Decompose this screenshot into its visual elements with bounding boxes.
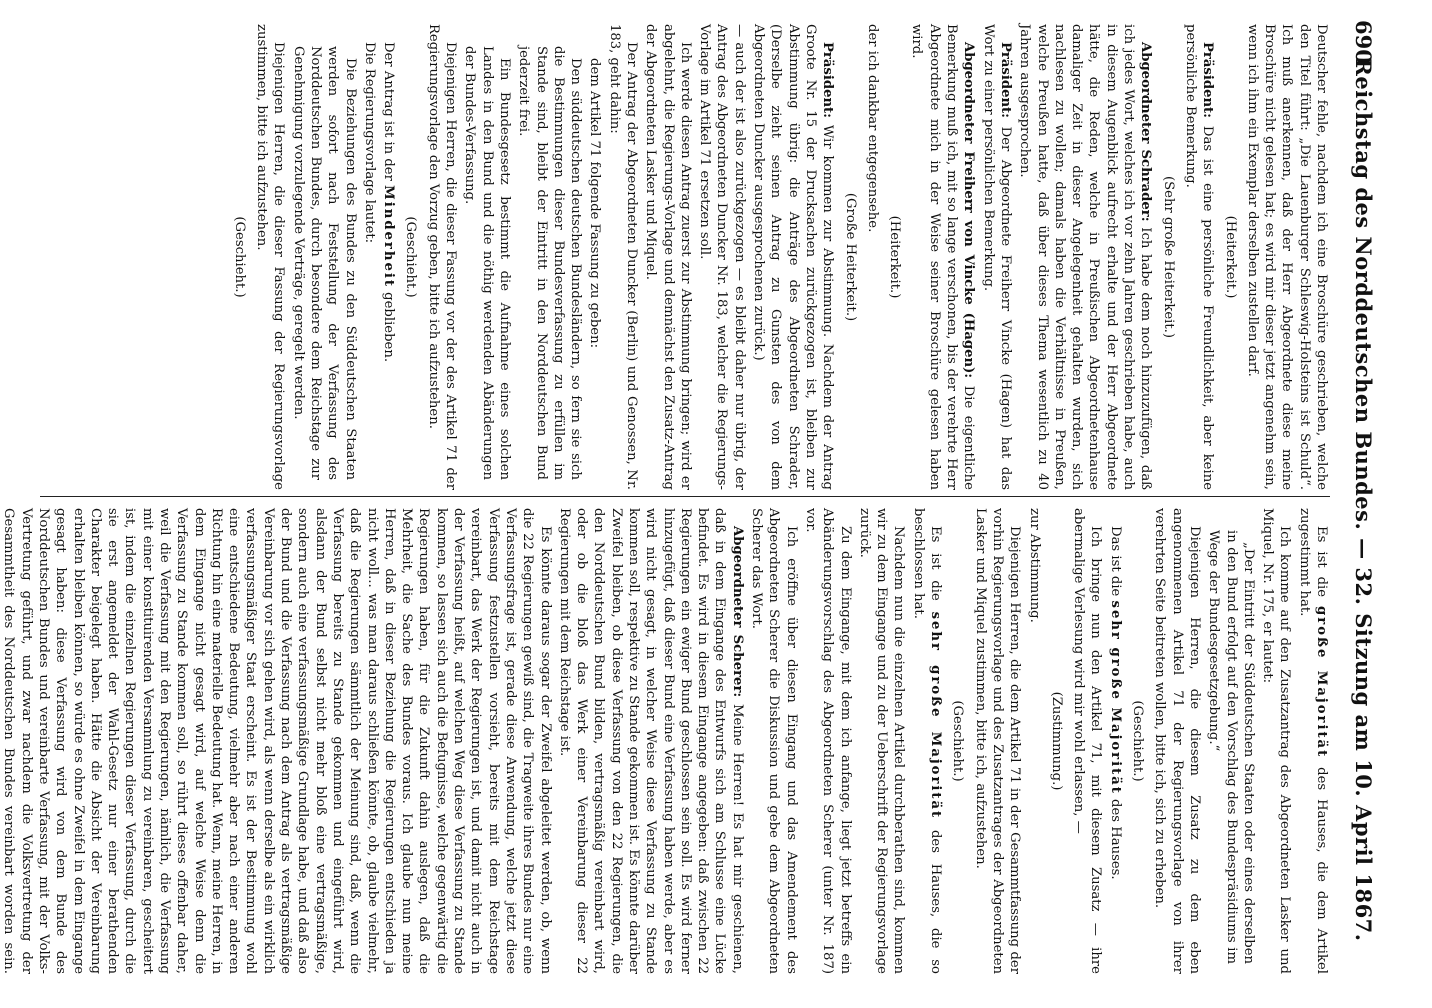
paragraph: Der Antrag der Abgeordneten Duncker (Berlin) und Genossen, Nr. 183, geht dahin: [606, 24, 640, 490]
speaker-name: Präsident: [997, 42, 1013, 119]
emphasis: große Majorität [1314, 606, 1329, 759]
paragraph [556, 508, 746, 974]
speech-text: Ich habe dem noch hinzuzufügen, daß ich jedes Wort, welches ich vor zehn Jahren geschrieben habe, auch in diesem Augenblick aufrecht erhalte und der Herr Abgeordnete hätte, die Reden, welche in Preußischen Abgeordnetenhause damaliger Zeit in dieser Angelegenheit gehalten wurden, sich nachlesen zu wollen; damals haben die Verhältnisse in Preußen, welche Preußen hatte, daß über dieses Thema wesentlich zu 40 Jahren ausgesprochen. [1017, 24, 1154, 490]
right-column [1, 508, 1330, 974]
paragraph: Diejenigen Herren, die dieser Fassung der Regierungsvorlage zustimmen, bitte ich aufzustehen. [254, 24, 287, 490]
quoted-text: „Der Eintritt der Süddeutschen Staaten oder eines derselben in den Bund erfolgt auf den Vorschlag des Bundespräsidiums im Wege der Bundesgesetzgebung.“ [1206, 530, 1256, 964]
remark: (Geschieht.) [231, 216, 247, 298]
paragraph [1295, 508, 1330, 974]
remark: (Zustimmung.) [1048, 691, 1064, 791]
speech-text: Wir kommen zur Abstimmung. Nachdem der Antrag Groote Nr. 15 der Drucksachen zurückgezogen ist, bleiben zur Abstimmung übrig: die Anträge des Abgeordneten Schrader, (Derselbe zieht seinen Antrag zu Gunsten des von dem Abgeordneten Duncker ausgesprochenen zurück.) [751, 24, 836, 490]
speaker-name: Präsident: [820, 42, 836, 119]
page-header [1342, 20, 1382, 980]
paragraph [380, 24, 397, 490]
text-run: Der Antrag ist in der [381, 42, 397, 186]
remark: (Geschieht.) [403, 216, 419, 298]
quoted-text: Die Beziehungen des Bundes zu den Süddeutschen Staaten werden sofort nach Feststellung der Verfassung des Norddeutschen Bundes, durch besondere dem Reichstage zur Genehmigung vorzulegende Verträge, geregelt werden. [290, 46, 358, 480]
remark: (Heiterkeit.) [887, 215, 903, 299]
speech-text: Der Abgeordnete Freiherr Vincke (Hagen) hat das Wort zu einer persönlichen Bemerkung. [980, 24, 1013, 490]
paragraph: zur Abstimmung. [1026, 508, 1042, 623]
paragraph: Diejenigen Herren, die diesem Zusatz zu dem eben angenommenen Artikel 71 der Regierungsvorlage von ihrer verehrten Seite beitreten wollen, bitte ich, sich zu erheben. [1152, 508, 1202, 974]
paragraph: Diejenigen Herren, die dem Artikel 71 in der Gesammtfassung der vorhin Regierungsvorlage und des Zusatzantrages der Abgeordneten Lasker und Miquel zustimmen, bitte ich, aufzustehen. [972, 508, 1023, 974]
page-number: 690 [1351, 20, 1376, 64]
quoted-text: dem Artikel 71 folgende Fassung zu geben: [587, 58, 603, 349]
paragraph [750, 24, 836, 490]
paragraph: der ich dankbar entgegensehe. [864, 24, 880, 233]
text-run: Es ist die [1314, 526, 1329, 607]
emphasis: Minderheit [381, 185, 397, 288]
text-run: geblieben. [381, 287, 397, 363]
paragraph: Ich bringe nun den Artikel 71, mit diesem Zusatz — ihre abermalige Verlesung wird mir wohl erlassen, — [1071, 508, 1104, 974]
speaker-name: Abgeordneter Scherer: [729, 526, 745, 698]
text-run: Das ist die [1107, 526, 1123, 601]
paragraph [909, 508, 944, 974]
paragraph: — auch der ist also zurückgezogen — es bleibt daher nur übrig, der Antrag des Abgeordneten Duncker Nr. 183, welcher die Regierungs-Vorlage im Artikel 71 ersetzen soll. [697, 24, 747, 490]
paragraph: Ich werde diesen Antrag zuerst zur Abstimmung bringen; wird er abgelehnt, die Regierungs-Vorlage und demnächst den Zusatz-Antrag der Abgeordneten Lasker und Miquel. [643, 24, 693, 490]
paragraph: Diejenigen Herren, die dieser Fassung vor der des Artikel 71 der Regierungsvorlage den Vorzug geben, bitte ich aufzustehen. [425, 24, 459, 490]
speech-text: Das ist eine persönliche Freundlichkeit, aber keine persönliche Bemerkung. [1182, 24, 1216, 490]
emphasis: sehr große Majorität [928, 611, 944, 820]
paragraph [908, 24, 977, 490]
remark: (Geschieht.) [950, 700, 966, 782]
quoted-text: Den süddeutschen deutschen Bundesländern, so fern sie sich die Bestimmungen dieser Bundesverfassung zu erfüllen im Stande sind, bleibt der Eintritt in den Norddeutschen Bund jederzeit frei. [516, 46, 584, 480]
text-run: des Hauses. [1107, 794, 1123, 880]
remark: (Große Heiterkeit.) [842, 192, 858, 322]
speaker-name: Präsident: [1200, 42, 1216, 119]
paragraph: Die Regierungsvorlage lautet: [361, 42, 377, 244]
text-run: Es ist die [928, 526, 944, 612]
speech-text: Die eigentliche Bemerkung muß ich, mit so lange verschonen, bis der verehrte Herr Abgeordnete mich in der Weise seiner Broschüre gelesen haben wird. [909, 24, 977, 490]
page-title: Reichstag des Norddeutschen Bundes. — 32. Sitzung am 10. April 1867. [1351, 58, 1376, 942]
paragraph: Es könnte daraus sogar der Zweifel abgeleitet werden, ob, wenn die 22 Regierungen gewiß sind, die Tragweite ihres Bundes nur eine Verfassungsfrage ist, gerade diese Anwendung, welche jetzt diese Verfassung festzustellen vorsieht, bereits mit dem Reichstage vereinbart, das Werk der Regierungen ist, und damit nicht auch in der Verfassung heißt, auf welchen Weg diese Verfassung zu Stande kommen, so lassen sich auch die Befugnisse, welche gegenwärtig die Regierungen haben, für die Zukunft dahin auslegen, daß die Mehrheit, die Sache des Bundes voraus. Ich glaube nun meine Herren, daß in dieser Beziehung die Regierungen entschieden ja nicht woll... was man daraus schließen könnte, ob, glaube vielmehr, daß die Regierungen sämmtlich der Meinung sind, daß, wenn die Verfassung bereits zu Stande gekommen und eingeführt wird, alsdann der Bund selbst nicht mehr bloß eine vertragsmäßige, sondern auch eine verfassungsmäßige Grundlage habe, und daß also der Bund und die Verfassung nach dem Antrag als vertragsmäßige Vereinbarung vor sich gehen wird, als wenn derselbe als ein wirklich verfassungsmäßiger Staat erscheint. Es ist der Bestimmung wohl eine entschiedene Bedeutung, vielmehr aber nach einer anderen Richtung hin eine materielle Bedeutung hat. Wenn, meine Herren, in dem Eingange nicht gesagt wird, auf welche Weise denn die Verfassung zu Stande kommen soll, so rührt dieses offenbar daher, weil die Verfassung mit den Regierungen, nämlich, die Verfassung mit einer konstituirenden Versammlung zu vereinbaren, gescheitert ist, indem die einzelnen Regierungen dieser Verfassung, durch die sie erst angemeldet der Wahl-Gesetz nur einer berathenden Charakter beigelegt haben. Hätte die Absicht der Vereinbarung erhalten bleiben können, so würde es ohne Zweifel in dem Eingange gesagt haben: diese Verfassung wird von dem Bunde des Norddeutschen Bundes und vereinbarte Verfassung, mit der Volks-Vertretung geführt, und zwar nachdem die Volksvertretung der Gesammtheit des Norddeutschen Bundes vereinbart worden sein. [1, 508, 553, 974]
paragraph: Nachdem nun die einzelnen Artikel durchberathen sind, kommen wir zu dem Eingange und zu der Ueberschrift der Regierungsvorlage zurück. [856, 508, 907, 974]
speaker-name: Abgeordneter Freiherr von Vincke (Hagen): [961, 42, 977, 379]
speech-text: Meine Herren! Es hat mir geschienen, daß in dem Eingange des Entwurfs sich am Schlusse eine Lücke befindet. Es wird in diesem Eingange angegeben: daß zwischen 22 Regierungen ein ewiger Bund geschlossen sein soll. Es wird ferner hinzugefügt, daß dieser Bund eine Verfassung haben werde, aber es wird nicht gesagt, in welcher Weise diese Verfassung zu Stande kommen soll, respektive zu Stande gekommen ist. Es könnte darüber Zweifel bleiben, ob diese Verfassung von den 22 Regierungen, die den Norddeutschen Bund bilden, vertragsmäßig vereinbart wird, oder ob die bloß das Werk einer Vereinbarung dieser 22 Regierungen mit dem Reichstage ist. [556, 508, 745, 974]
text-run: des Hauses, die dem Artikel zugestimmt hat. [1296, 508, 1329, 974]
paragraph: Ich komme auf den Zusatzantrag des Abgeordneten Lasker und Miquel, Nr. 175, er lautet: [1260, 508, 1293, 974]
remark: (Sehr große Heiterkeit.) [1160, 175, 1176, 339]
speaker-name: Abgeordneter Schrader: [1138, 42, 1154, 222]
emphasis: sehr große Majorität [1107, 600, 1123, 795]
paragraph [1016, 24, 1154, 490]
paragraph: Ich eröffne über diesen Eingang und das Amendement des Abgeordneten Scherer die Diskussion und gebe dem Abgeordneten Scherer das Wort. [749, 508, 799, 974]
remark: (Heiterkeit.) [1222, 215, 1238, 299]
paragraph [979, 24, 1014, 490]
paragraph [1106, 508, 1123, 974]
column-divider [40, 496, 1330, 497]
quoted-text: Ein Bundesgesetz bestimmt die Aufnahme eines solchen Landes in den Bund und die nöthig werdenden Abänderungen der Bundes-Verfassung. [462, 46, 512, 480]
remark: (Geschieht.) [1130, 700, 1146, 782]
text-run: des Hauses, die so beschlossen hat. [910, 508, 944, 974]
paragraph: Deutscher fehle, nachdem ich eine Broschüre geschrieben, welche den Titel führt: „Die Lauenburger Schleswig-Holsteins ist Schuld“. Ich muß anerkennen, daß der Herr Abgeordnete diese meine Broschüre nicht gelesen hat; es wird mir dieser jetzt angenehm sein, wenn ich ihm ein Exemplar derselben zustellen darf. [1244, 24, 1329, 490]
left-column [20, 24, 1330, 490]
paragraph [1182, 24, 1217, 490]
paragraph: Zu dem Eingange, mit dem ich anfange, liegt jetzt betreffs ein Abänderungsvorschlag des Abgeordneten Scherer (unter Nr. 187) vor. [802, 508, 853, 974]
